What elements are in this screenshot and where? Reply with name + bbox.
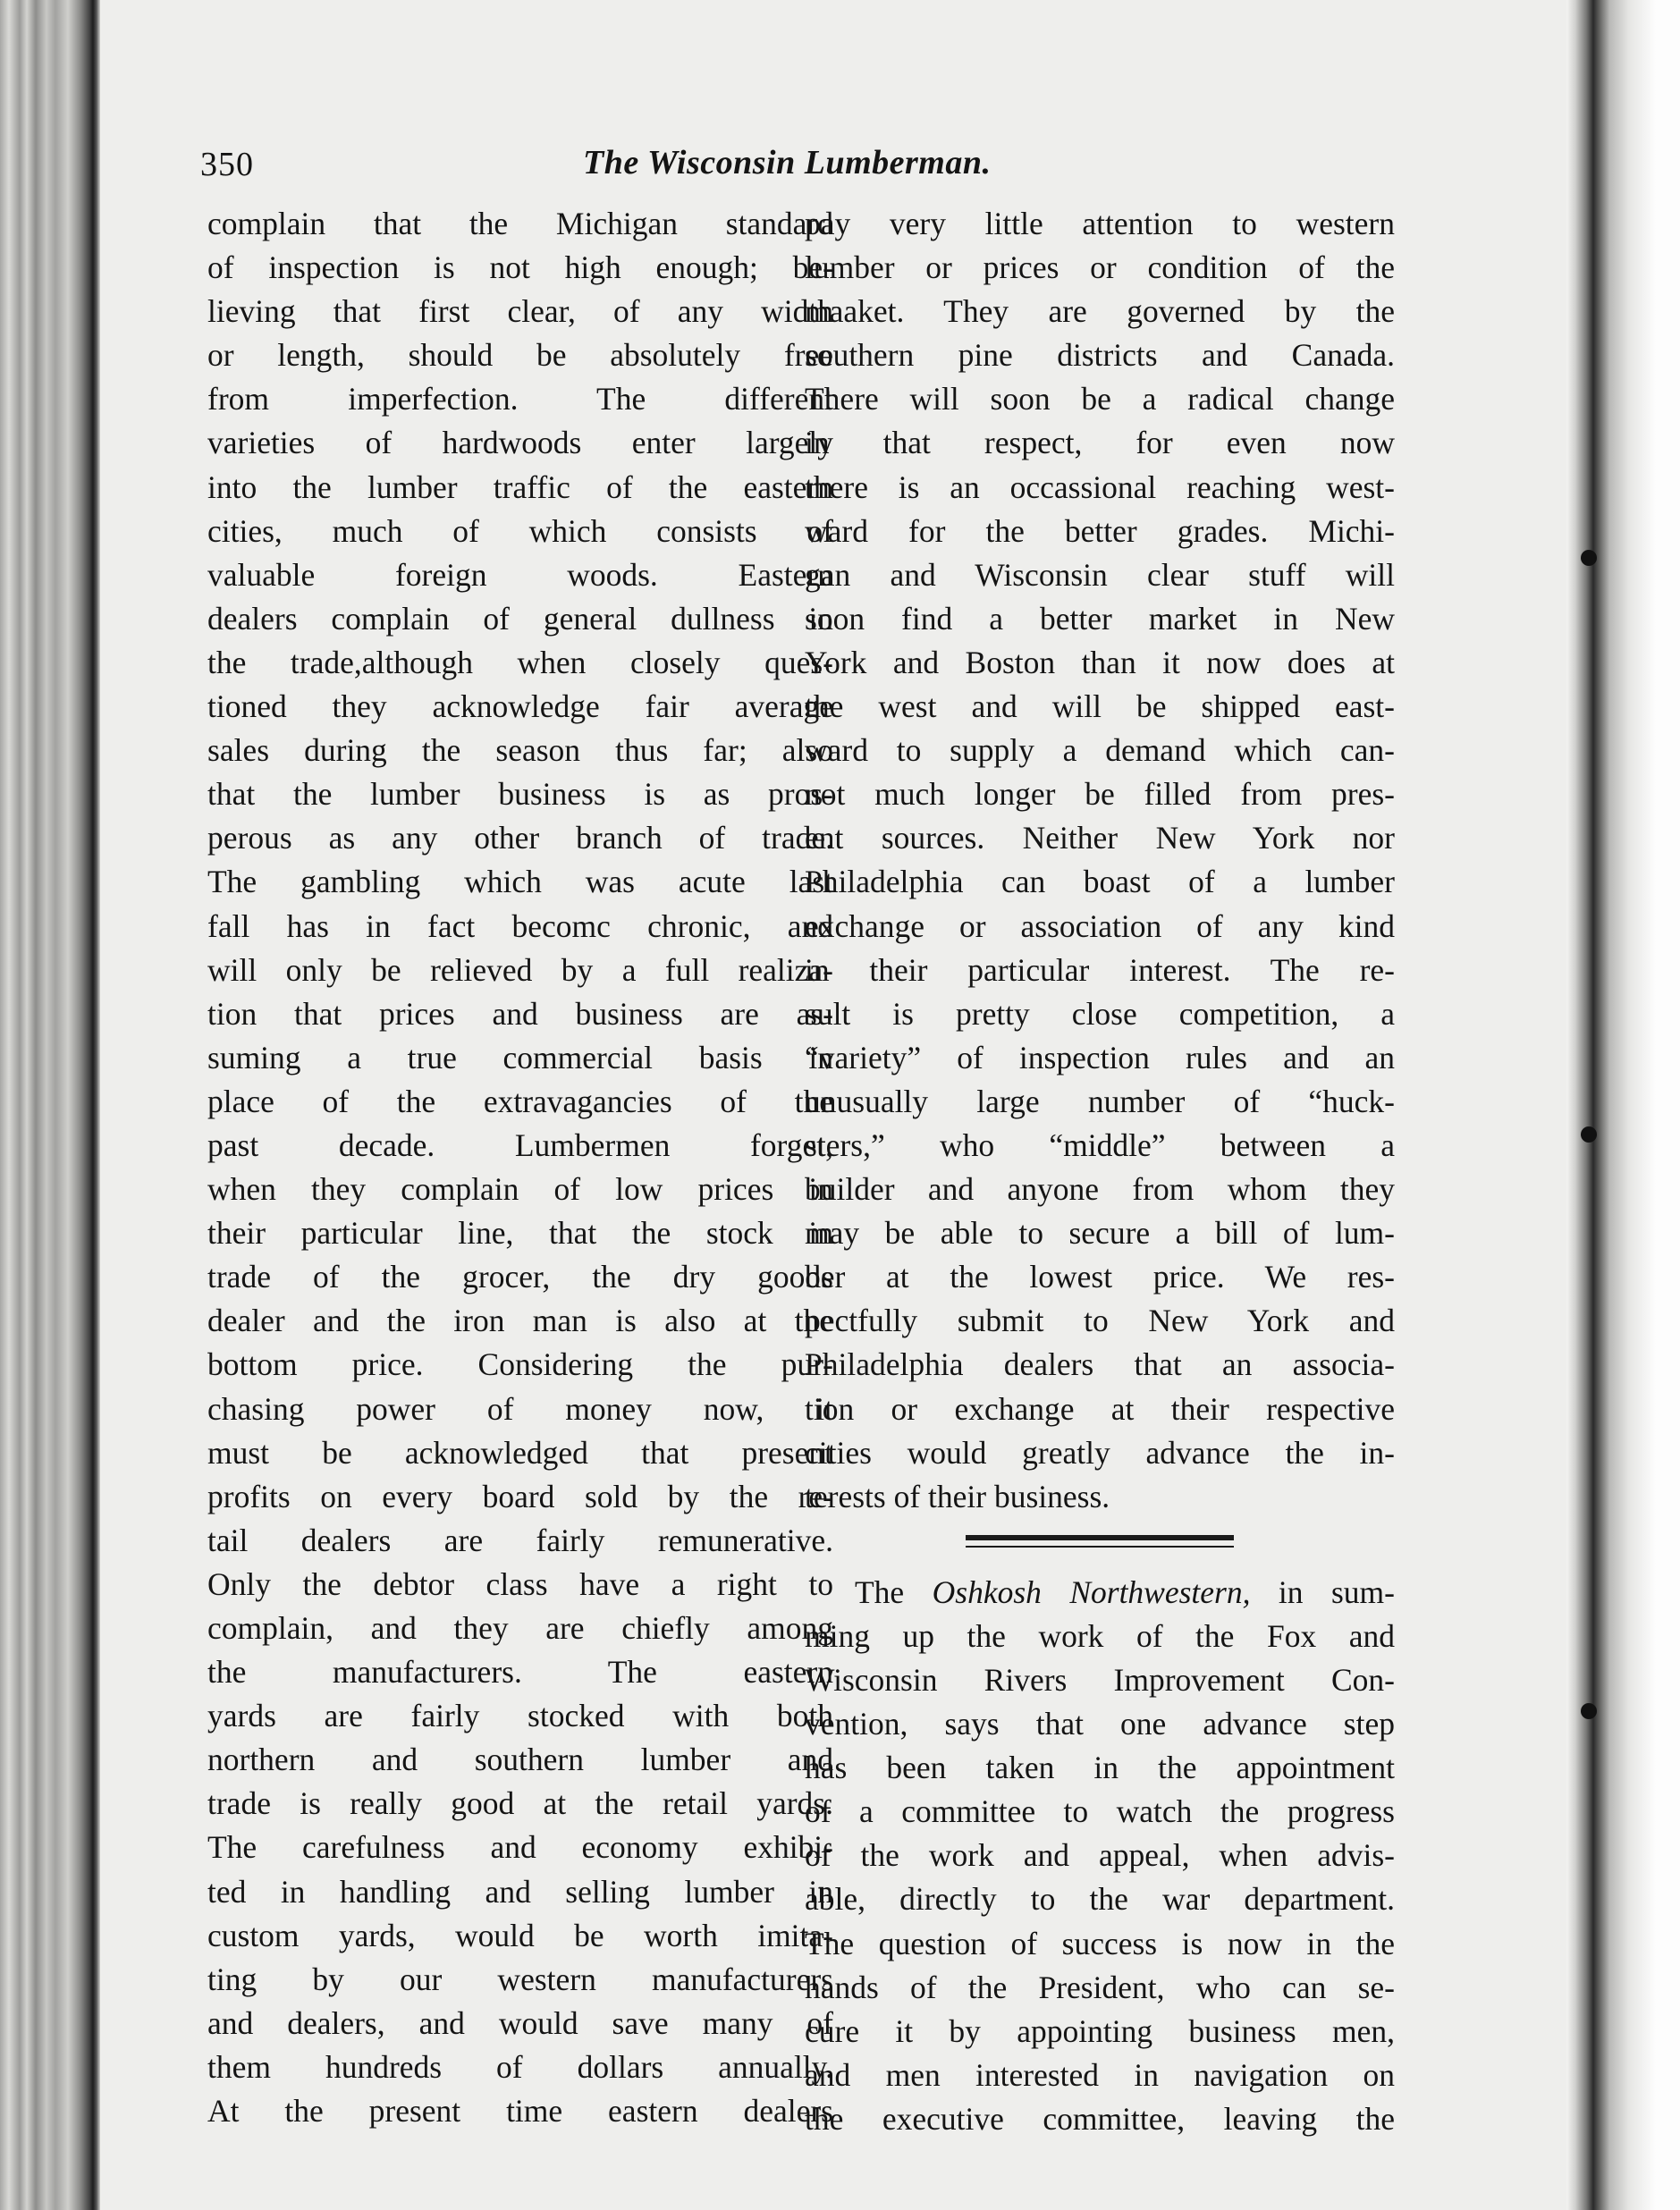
second-article (805, 1571, 1395, 2141)
right-binding-edge (1566, 0, 1680, 2210)
running-title: The Wisconsin Lumberman. (583, 144, 992, 181)
text-line: southern pine districts and Canada. (805, 337, 1395, 374)
text-line: of a committee to watch the progress (805, 1793, 1395, 1830)
text-line: must be acknowledged that present (207, 1434, 833, 1471)
text-line: York and Boston than it now does at (805, 644, 1395, 680)
text-line: perous as any other branch of trade. (207, 820, 833, 856)
text-line: unusually large number of “huck- (805, 1083, 1395, 1119)
text-line: exchange or association of any kind (805, 907, 1395, 944)
text-line: At the present time eastern dealers (207, 2093, 833, 2130)
binding-stitch (1581, 1126, 1597, 1143)
text-line: trade of the grocer, the dry goods (207, 1259, 833, 1295)
text-line: tion or exchange at their respective (805, 1390, 1395, 1427)
text-line: ting by our western manufacturers (207, 1961, 833, 1997)
text-line: ward to supply a demand which can- (805, 732, 1395, 769)
text-line: that the lumber business is as pros- (207, 776, 833, 813)
text-line: or length, should be absolutely free (207, 337, 833, 374)
text-line: has been taken in the appointment (805, 1750, 1395, 1786)
text-line: There will soon be a radical change (805, 381, 1395, 418)
text-line: bottom price. Considering the pur- (207, 1346, 833, 1383)
text-line: cure it by appointing business men, (805, 2012, 1395, 2049)
text-line: valuable foreign woods. Eastern (207, 556, 833, 593)
text-line: ent sources. Neither New York nor (805, 820, 1395, 856)
text-line: vention, says that one advance step (805, 1706, 1395, 1742)
text-line: lieving that first clear, of any width (207, 293, 833, 330)
text-line: in that respect, for even now (805, 425, 1395, 461)
text-line: maaket. They are governed by the (805, 293, 1395, 330)
text-line: past decade. Lumbermen forget, (207, 1126, 833, 1163)
text-line: terests of their business. (805, 1478, 1110, 1514)
text-line: soon find a better market in New (805, 600, 1395, 637)
text-line: sters,” who “middle” between a (805, 1126, 1395, 1163)
text-line: The gambling which was acute last (207, 864, 833, 900)
text-line: chasing power of money now, it (207, 1390, 833, 1427)
text-line: ber at the lowest price. We res- (805, 1259, 1395, 1295)
left-binding-edge (0, 0, 100, 2210)
text-line: of inspection is not high enough; be- (207, 249, 833, 286)
text-line: profits on every board sold by the re- (207, 1478, 833, 1514)
text-line: Only the debtor class have a right to (207, 1565, 833, 1602)
text-line: into the lumber traffic of the eastern (207, 468, 833, 505)
text-line: pectfully submit to New York and (805, 1303, 1395, 1339)
binding-stitch (1581, 1703, 1597, 1719)
text-line: cities, much of which consists of (207, 512, 833, 549)
binding-stitch (1581, 550, 1597, 566)
text-line: complain, and they are chiefly among (207, 1610, 833, 1646)
text-line: complain that the Michigan standard (207, 206, 833, 241)
text-line: may be able to secure a bill of lum- (805, 1215, 1395, 1252)
right-column (805, 202, 1395, 2141)
text-line: yards are fairly stocked with both (207, 1698, 833, 1734)
second-article-first-line: The Oshkosh Northwestern, in sum- (855, 1573, 1395, 1610)
text-line: custom yards, would be worth imita- (207, 1917, 833, 1953)
text-line: in their particular interest. The re- (805, 951, 1395, 988)
text-line: the executive committee, leaving the (805, 2100, 1395, 2137)
text-line: not much longer be filled from pres- (805, 776, 1395, 813)
text-line: and men interested in navigation on (805, 2056, 1395, 2093)
text-line: of the work and appeal, when advis- (805, 1837, 1395, 1874)
text-line: the west and will be shipped east- (805, 688, 1395, 725)
text-line: northern and southern lumber and (207, 1742, 833, 1778)
text-line: Wisconsin Rivers Improvement Con- (805, 1662, 1395, 1698)
text-line: able, directly to the war department. (805, 1881, 1395, 1918)
text-line: from imperfection. The different (207, 381, 833, 418)
text-line: hands of the President, who can se- (805, 1969, 1395, 2005)
text-line: The question of success is now in the (805, 1925, 1395, 1961)
text-line: the trade,although when closely ques- (207, 644, 833, 680)
text-line: their particular line, that the stock in (207, 1215, 833, 1252)
text-line: there is an occassional reaching west- (805, 468, 1395, 505)
text-line: Philadelphia can boast of a lumber (805, 864, 1395, 900)
page-header (100, 134, 1680, 188)
left-column (207, 202, 833, 2133)
text-line: builder and anyone from whom they (805, 1171, 1395, 1208)
text-line: will only be relieved by a full realiza- (207, 951, 833, 988)
text-line: the manufacturers. The eastern (207, 1654, 833, 1691)
first-article-continuation (805, 202, 1395, 1519)
text-line: “variety” of inspection rules and an (805, 1039, 1395, 1075)
text-line: trade is really good at the retail yards. (207, 1785, 833, 1822)
text-line: place of the extravagancies of the (207, 1083, 833, 1119)
text-line: tion that prices and business are as- (207, 995, 833, 1032)
text-line: dealers complain of general dullness in (207, 600, 833, 637)
text-line: pay very little attention to western (805, 206, 1395, 241)
text-line: tail dealers are fairly remunerative. (207, 1522, 833, 1558)
text-line: varieties of hardwoods enter largely (207, 425, 833, 461)
text-line: lumber or prices or condition of the (805, 249, 1395, 286)
text-line: ted in handling and selling lumber in (207, 1873, 833, 1910)
article-divider-rule (966, 1535, 1234, 1548)
newspaper-title: Oshkosh Northwestern, (932, 1573, 1251, 1610)
page-number: 350 (200, 146, 254, 183)
text-line: sales during the season thus far; also (207, 732, 833, 769)
text-line: The carefulness and economy exhibi- (207, 1829, 833, 1866)
text-line: ming up the work of the Fox and (805, 1617, 1395, 1654)
text-line: fall has in fact becomc chronic, and (207, 907, 833, 944)
text-line: gan and Wisconsin clear stuff will (805, 556, 1395, 593)
text-line: suming a true commercial basis in (207, 1039, 833, 1075)
text-line: sult is pretty close competition, a (805, 995, 1395, 1032)
text-line: dealer and the iron man is also at the (207, 1303, 833, 1339)
text-line: ward for the better grades. Michi- (805, 512, 1395, 549)
text-line: when they complain of low prices in (207, 1171, 833, 1208)
text-line: and dealers, and would save many of (207, 2004, 833, 2041)
text-line: cities would greatly advance the in- (805, 1434, 1395, 1471)
text-line: Philadelphia dealers that an associa- (805, 1346, 1395, 1383)
text-line: them hundreds of dollars annually. (207, 2048, 833, 2085)
text-line: tioned they acknowledge fair average (207, 688, 833, 725)
